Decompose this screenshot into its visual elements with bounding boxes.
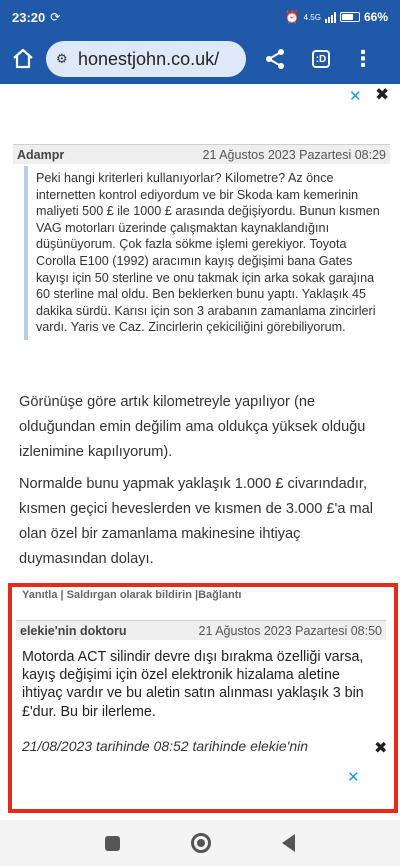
post-header: [16, 620, 386, 640]
quoted-text: Peki hangi kriterleri kullanıyorlar? Kilometre? Az önce internetten kontrol ediyordum ve bir Skoda kam kemerinin maliyeti 500 £ ile 1000 £ arasında değişiyordu. Bunun kısmen VAG motorları üzerinde çalışmaktan kaynaklandığını düşünüyorum. Çok fazla sökme işlemi gerekiyor. Toyota Corolla E100 (1992) aracımın kayış değişimi bana Gates kayışı için 50 sterline ve onu takmak için arka sokak garajına 60 sterline mal oldu. Ben beklerken bunu yaptı. Yaklaşık 45 dakika sürdü. Karısı için son 3 arabanın zamanlama zincirleri vardı. Yaris ve Caz. Zincirlerin çekiciliğini görebiliyorum.: [24, 166, 382, 340]
tab-switcher-button[interactable]: [304, 42, 338, 76]
alarm-icon: ⏰: [284, 10, 300, 24]
share-icon[interactable]: [258, 42, 292, 76]
battery-level: 66%: [363, 10, 388, 24]
post-author[interactable]: elekie'nin doktoru: [20, 623, 127, 638]
sync-icon: ⟳: [50, 10, 61, 24]
close-ad-icon[interactable]: ✖: [375, 85, 390, 104]
address-bar[interactable]: [46, 41, 246, 77]
recents-icon[interactable]: [105, 836, 120, 851]
home-icon[interactable]: [6, 42, 40, 76]
clock: 23:20: [12, 9, 46, 25]
back-icon[interactable]: [282, 834, 295, 852]
post-header: [13, 144, 390, 164]
post-paragraph: Normalde bunu yapmak yaklaşık 1.000 £ civarındadır, kısmen geçici heveslerden ve kısmen de 3.000 £'a mal olan özel bir zamanlama makinesine ihtiyaç duymasından dolayı.: [19, 476, 374, 567]
post-actions[interactable]: Yanıtla | Saldırgan olarak bildirin |Bağlantı: [22, 589, 242, 601]
page-content: [0, 84, 400, 820]
post-body: Motorda ACT silindir devre dışı bırakma özelliği varsa, kayış değişimi için özel elektronik hizalama aletine ihtiyaç vardır ve bu aletin satın alınması yaklaşık 3 bin £'dur. Bu bir ilerleme.: [22, 649, 364, 720]
tab-count: :D: [312, 50, 330, 68]
post-paragraph: Görünüşe göre artık kilometreyle yapılıyor (ne olduğundan emin değilim ama oldukça yüksek olduğu izlenimine kapılıyorum).: [19, 394, 366, 460]
ad-choices-icon[interactable]: ✕: [349, 88, 362, 105]
site-settings-icon[interactable]: ⚙: [56, 51, 68, 66]
status-bar: [0, 0, 400, 34]
post-date: 21 Ağustos 2023 Pazartesi 08:50: [198, 623, 382, 638]
battery-icon: [340, 12, 360, 22]
network-label: 4.5G: [303, 12, 321, 22]
post-author[interactable]: Adampr: [17, 147, 65, 162]
edited-note: 21/08/2023 tarihinde 08:52 tarihinde elekie'nin: [22, 738, 309, 754]
close-ad-icon[interactable]: ✖: [374, 740, 388, 757]
system-nav-bar: [0, 820, 400, 866]
post-date: 21 Ağustos 2023 Pazartesi 08:29: [202, 147, 386, 162]
browser-toolbar: [0, 34, 400, 84]
menu-icon[interactable]: ⋮: [352, 46, 374, 71]
status-icons: [285, 10, 388, 24]
ad-choices-icon[interactable]: ✕: [347, 769, 360, 786]
signal-icon: [325, 12, 336, 23]
url-text: honestjohn.co.uk/: [78, 48, 220, 69]
home-button-icon[interactable]: [191, 833, 211, 853]
